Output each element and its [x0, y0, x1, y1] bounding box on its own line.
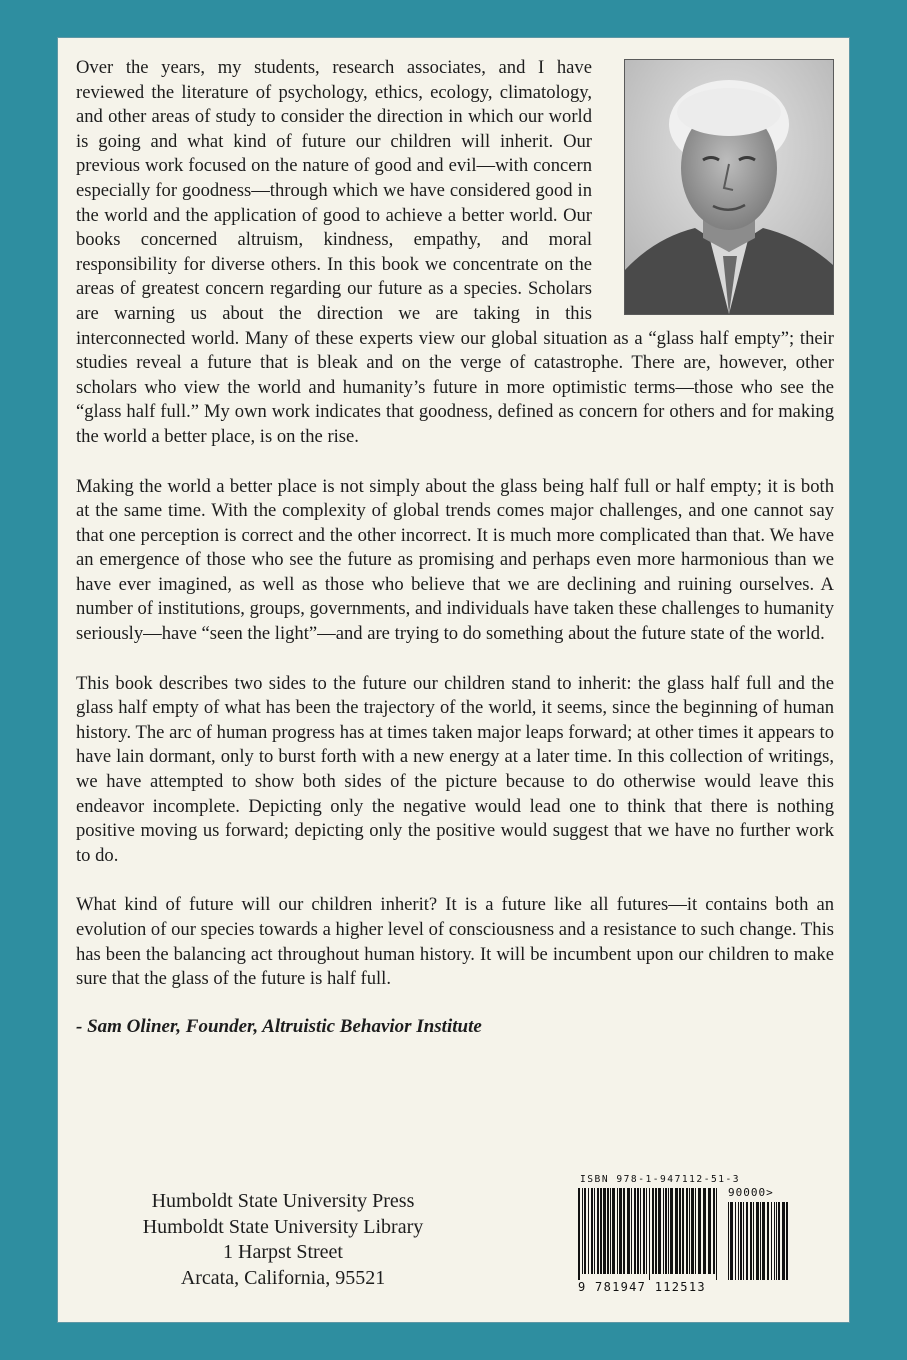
- addon-bar: [753, 1202, 754, 1280]
- paragraph-4: What kind of future will our children inherit? It is a future like all futures—it contains both an evolution of our species towards a higher level of consciousness and a resistance to such change. This has been the balancing act throughout human history. It will be incumbent upon our children to make sure that the glass of the future is half full.: [76, 894, 834, 990]
- addon-bar: [750, 1202, 752, 1280]
- barcode-bar: [594, 1188, 595, 1274]
- barcode-bar: [637, 1188, 639, 1274]
- barcode-bar: [665, 1188, 667, 1274]
- signature: - Sam Oliner, Founder, Altruistic Behavior Institute: [76, 1015, 482, 1037]
- addon-bar: [738, 1202, 739, 1280]
- barcode-bar: [617, 1188, 618, 1274]
- barcode-bar: [588, 1188, 589, 1274]
- barcode-bar: [663, 1188, 664, 1274]
- barcode-bar: [691, 1188, 694, 1274]
- author-photo: [624, 59, 834, 315]
- barcode-bar: [582, 1188, 583, 1274]
- publisher-line: Arcata, California, 95521: [180, 1266, 386, 1289]
- blurb-text: [76, 56, 834, 1039]
- barcode-bar: [612, 1188, 615, 1274]
- publisher-line: Humboldt State University Press: [151, 1190, 415, 1212]
- barcode-bar: [658, 1188, 661, 1274]
- addon-bar: [786, 1202, 788, 1280]
- barcode-bar: [649, 1188, 650, 1280]
- barcode-bar: [682, 1188, 684, 1274]
- barcode-bar: [591, 1188, 593, 1274]
- barcode-bar: [679, 1188, 681, 1274]
- barcode-bar: [668, 1188, 669, 1274]
- addon-bar: [728, 1202, 729, 1280]
- paragraph-1: Over the years, my students, research associates, and I have reviewed the literature of psychology, ethics, ecology, climatology, and other areas of study to consider the direction in which our world is going and what kind of future our children will inherit. Our previous work focused on the nature of good and evil—with concern especially for goodness—through which we have considered good in the world and the application of good to achieve a better world. Our books concerned altruism, kindness, empathy, and moral responsibility for diverse others. In this book we concentrate on the areas of greatest concern regarding our future as a species. Scholars are warning us about the direction we are taking in this interconnected world. Many of these experts view our global situation as a “glass half empty”; their studies reveal a future that is bleak and on the verge of catastrophe. There are, however, other scholars who view the world and humanity’s future in more optimistic terms—those who see the “glass half full.” My own work indicates that goodness, defined as concern for others and for making the world a better place, is on the rise.: [76, 57, 834, 447]
- barcode-bar: [713, 1188, 715, 1274]
- barcode-bar: [634, 1188, 636, 1274]
- barcode-bar: [703, 1188, 706, 1274]
- addon-bar: [776, 1202, 777, 1280]
- barcode-bar: [646, 1188, 647, 1274]
- barcode-bar: [623, 1188, 625, 1274]
- addon-bar: [746, 1202, 748, 1280]
- barcode-bar: [689, 1188, 690, 1274]
- publisher-line: Humboldt State University Library: [142, 1215, 424, 1238]
- barcode-bar: [675, 1188, 678, 1274]
- addon-bar: [740, 1202, 742, 1280]
- addon-digits: 90000>: [728, 1186, 774, 1199]
- barcode-bar: [607, 1188, 609, 1274]
- barcode-bar: [584, 1188, 586, 1274]
- barcode-bar: [708, 1188, 711, 1274]
- barcode-bar: [716, 1188, 717, 1280]
- barcode-bar: [619, 1188, 622, 1274]
- addon-bar: [756, 1202, 759, 1280]
- addon-bar: [735, 1202, 736, 1280]
- barcode-bar: [631, 1188, 632, 1274]
- barcode-bar: [698, 1188, 701, 1274]
- addon-bar: [743, 1202, 744, 1280]
- publisher-address: [98, 1189, 468, 1291]
- addon-bar: [782, 1202, 785, 1280]
- addon-bar: [760, 1202, 761, 1280]
- barcode-bar: [578, 1188, 580, 1280]
- barcode-bar: [695, 1188, 696, 1274]
- barcode-bar: [603, 1188, 606, 1274]
- isbn-label: ISBN 978-1-947112-51-3: [580, 1174, 741, 1185]
- barcode-bar: [655, 1188, 657, 1274]
- barcode-bar: [640, 1188, 641, 1274]
- barcode-bar: [686, 1188, 688, 1274]
- barcode-bar: [610, 1188, 611, 1274]
- barcode-bar: [670, 1188, 673, 1274]
- addon-bar: [762, 1202, 765, 1280]
- addon-bar: [767, 1202, 769, 1280]
- author-portrait-image: [625, 60, 833, 314]
- addon-bar: [730, 1202, 733, 1280]
- content-panel: [57, 37, 850, 1323]
- paragraph-2: Making the world a better place is not simply about the glass being half full or half empty; it is both at the same time. With the complexity of global trends comes major challenges, and one cannot say that one perception is correct and the other incorrect. It is much more complicated than that. We have an emergence of those who see the future as promising and perhaps even more harmonious than we have ever imagined, as well as those who believe that we are declining and ruining ourselves. A number of institutions, groups, governments, and individuals have taken these challenges to humanity seriously—have “seen the light”—and are trying to do something about the future state of the world.: [76, 475, 834, 645]
- paragraph-3: This book describes two sides to the future our children stand to inherit: the glass half full and the glass half empty of what has been the trajectory of the world, it seems, since the beginning of human history. The arc of human progress has at times taken major leaps forward; at other times it appears to have lain dormant, only to burst forth with a new energy at a later time. In this collection of writings, we have attempted to show both sides of the picture because to do otherwise would leave this endeavor incomplete. Depicting only the negative would lead one to think that there is nothing positive moving us forward; depicting only the positive would suggest that we have no further work to do.: [76, 672, 834, 866]
- addon-bar: [771, 1202, 772, 1280]
- addon-bar: [774, 1202, 775, 1280]
- barcode-bar: [627, 1188, 630, 1274]
- ean-digits: 9 781947 112513: [578, 1280, 706, 1294]
- isbn-barcode: [576, 1174, 792, 1298]
- barcode-bars: [576, 1188, 792, 1280]
- addon-bar: [778, 1202, 780, 1280]
- publisher-line: 1 Harpst Street: [223, 1241, 343, 1263]
- barcode-bar: [643, 1188, 645, 1274]
- barcode-bar: [600, 1188, 602, 1274]
- barcode-bar: [652, 1188, 654, 1274]
- barcode-bar: [597, 1188, 599, 1274]
